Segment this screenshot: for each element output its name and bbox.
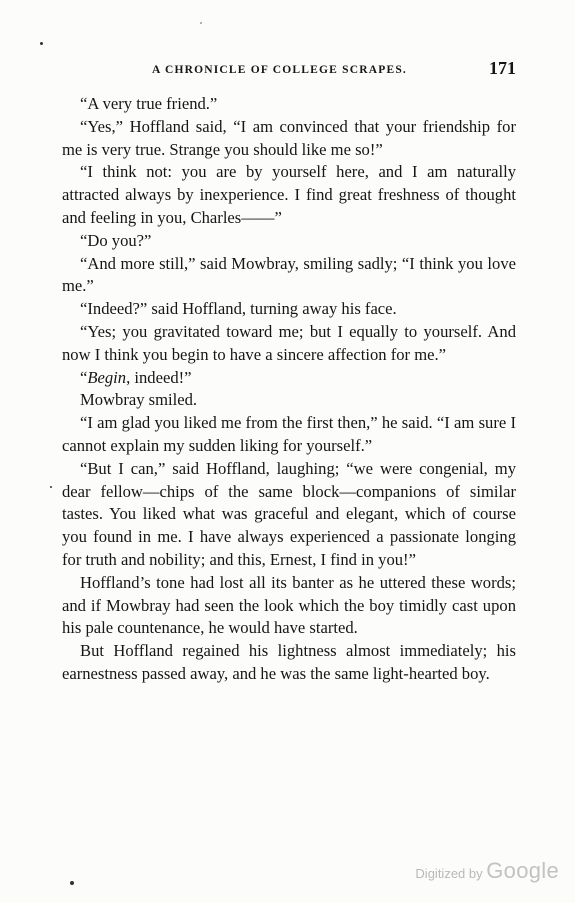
paragraph: But Hoffland regained his lightness almost immediately; his earnestness passed away, and he was the same light-hearted boy. xyxy=(62,641,516,683)
watermark-brand: Google xyxy=(486,858,559,883)
page-header xyxy=(62,58,518,80)
ink-speck xyxy=(40,42,43,45)
running-head: A CHRONICLE OF COLLEGE SCRAPES. xyxy=(152,64,407,76)
watermark-prefix: Digitized by xyxy=(415,866,483,881)
ink-speck xyxy=(70,881,74,885)
paragraph: “A very true friend.” xyxy=(80,94,218,113)
page-number: 171 xyxy=(489,58,516,78)
paragraph: “Yes; you gravitated toward me; but I equally to yourself. And now I think you begin to have a sincere affection for me.” xyxy=(62,321,516,364)
paragraph: “Indeed?” said Hoffland, turning away his face. xyxy=(80,299,397,319)
paragraph: “Do you?” xyxy=(80,230,152,250)
paragraph: “And more still,” said Mowbray, smiling sadly; “I think you love me.” xyxy=(62,253,516,296)
paragraph: Hoffland’s tone had lost all its banter as he uttered these words; and if Mowbray had seen the look which the boy timidly cast upon his pale countenance, he would have started. xyxy=(62,572,516,638)
paragraph: “Yes,” Hoffland said, “I am convinced that your friendship for me is very true. Strange you should like me so!” xyxy=(62,116,516,159)
emphasis-begin: Begin xyxy=(87,367,127,387)
quote-open: “ xyxy=(80,367,88,387)
paragraph: “I think not: you are by yourself here, and I am naturally attracted always by inexperience. I find great freshness of thought and feeling in you, Charles——” xyxy=(62,162,516,227)
ink-speck xyxy=(50,486,52,488)
ink-speck xyxy=(200,22,202,24)
paragraph xyxy=(62,367,516,390)
paragraph-rest: , indeed!” xyxy=(126,367,192,387)
paragraph: “But I can,” said Hoffland, laughing; “we were congenial, my dear fellow—chips of the same block—companions of similar tastes. You liked what was graceful and elegant, which of course you found in me. I have always experienced a passionate longing for truth and nobility; and this, Ernest, I find in you!” xyxy=(62,458,516,569)
paragraph: “I am glad you liked me from the first then,” he said. “I am sure I cannot explain my sudden liking for yourself.” xyxy=(62,413,516,455)
body-text xyxy=(62,93,516,686)
paragraph: Mowbray smiled. xyxy=(80,390,198,410)
digitized-watermark xyxy=(415,858,559,884)
